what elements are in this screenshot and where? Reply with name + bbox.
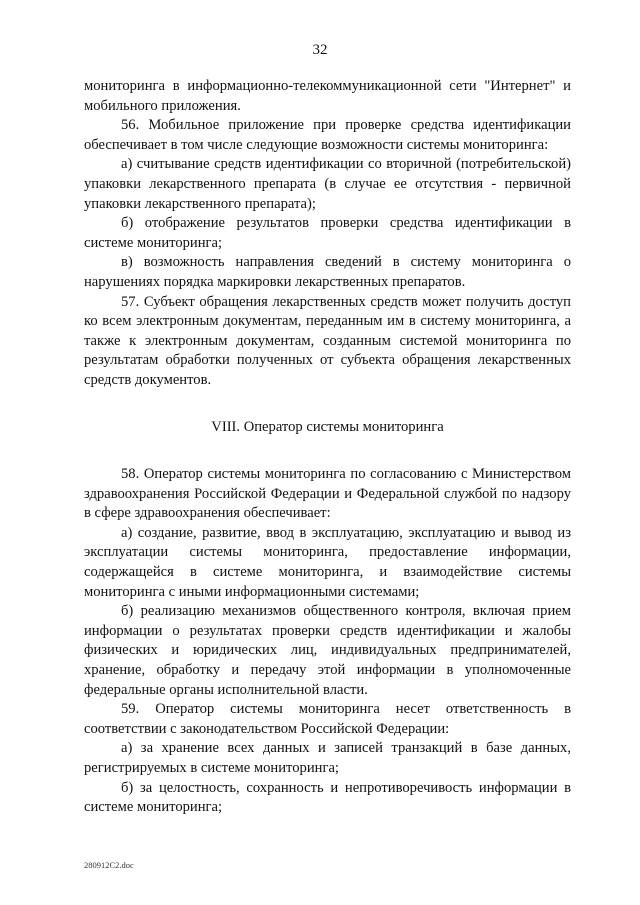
paragraph-59: 59. Оператор системы мониторинга несет ответственность в соответствии с законодательством Российской Федерации: (84, 701, 571, 737)
paragraph-58-a: а) создание, развитие, ввод в эксплуатацию, эксплуатацию и вывод из эксплуатации системы мониторинга, предоставление информации, содержащейся в системе мониторинга, и взаимодействие системы мониторинга с иными информационными системами; (84, 524, 571, 600)
document-body (84, 77, 571, 818)
paragraph-57: 57. Субъект обращения лекарственных средств может получить доступ ко всем электронным документам, переданным им в систему мониторинга, а также к электронным документам, созданным системой мониторинга по результатам обработки полученных от субъекта обращения лекарственных средств документов. (84, 293, 571, 388)
paragraph-56-c: в) возможность направления сведений в систему мониторинга о нарушениях порядка маркировки лекарственных препаратов. (84, 254, 571, 290)
paragraph-59-a: а) за хранение всех данных и записей транзакций в базе данных, регистрируемых в системе мониторинга; (84, 740, 571, 776)
paragraph-continuation: мониторинга в информационно-телекоммуникационной сети "Интернет" и мобильного приложения. (84, 78, 571, 114)
paragraph-58-b: б) реализацию механизмов общественного контроля, включая прием информации о результатах проверки средств идентификации и жалобы физических и юридических лиц, индивидуальных предпринимателей, хранение, обработку и передачу этой информации в уполномоченные федеральные органы исполнительной власти. (84, 603, 571, 698)
paragraph-59-b: б) за целостность, сохранность и непротиворечивость информации в системе мониторинга; (84, 779, 571, 816)
paragraph-56-b: б) отображение результатов проверки средства идентификации в системе мониторинга; (84, 215, 571, 251)
paragraph-56: 56. Мобильное приложение при проверке средства идентификации обеспечивает в том числе следующие возможности системы мониторинга: (84, 117, 571, 153)
section-title: VIII. Оператор системы мониторинга (211, 418, 444, 435)
paragraph-58: 58. Оператор системы мониторинга по согласованию с Министерством здравоохранения Российской Федерации и Федеральной службой по надзору в сфере здравоохранения обеспечивает: (84, 466, 571, 522)
page-number: 32 (312, 42, 328, 58)
paragraph-56-a: а) считывание средств идентификации со вторичной (потребительской) упаковки лекарственного препарата (в случае ее отсутствия - первичной упаковки лекарственного препарата); (84, 156, 571, 212)
footer-filename: 280912C2.doc (84, 860, 134, 870)
